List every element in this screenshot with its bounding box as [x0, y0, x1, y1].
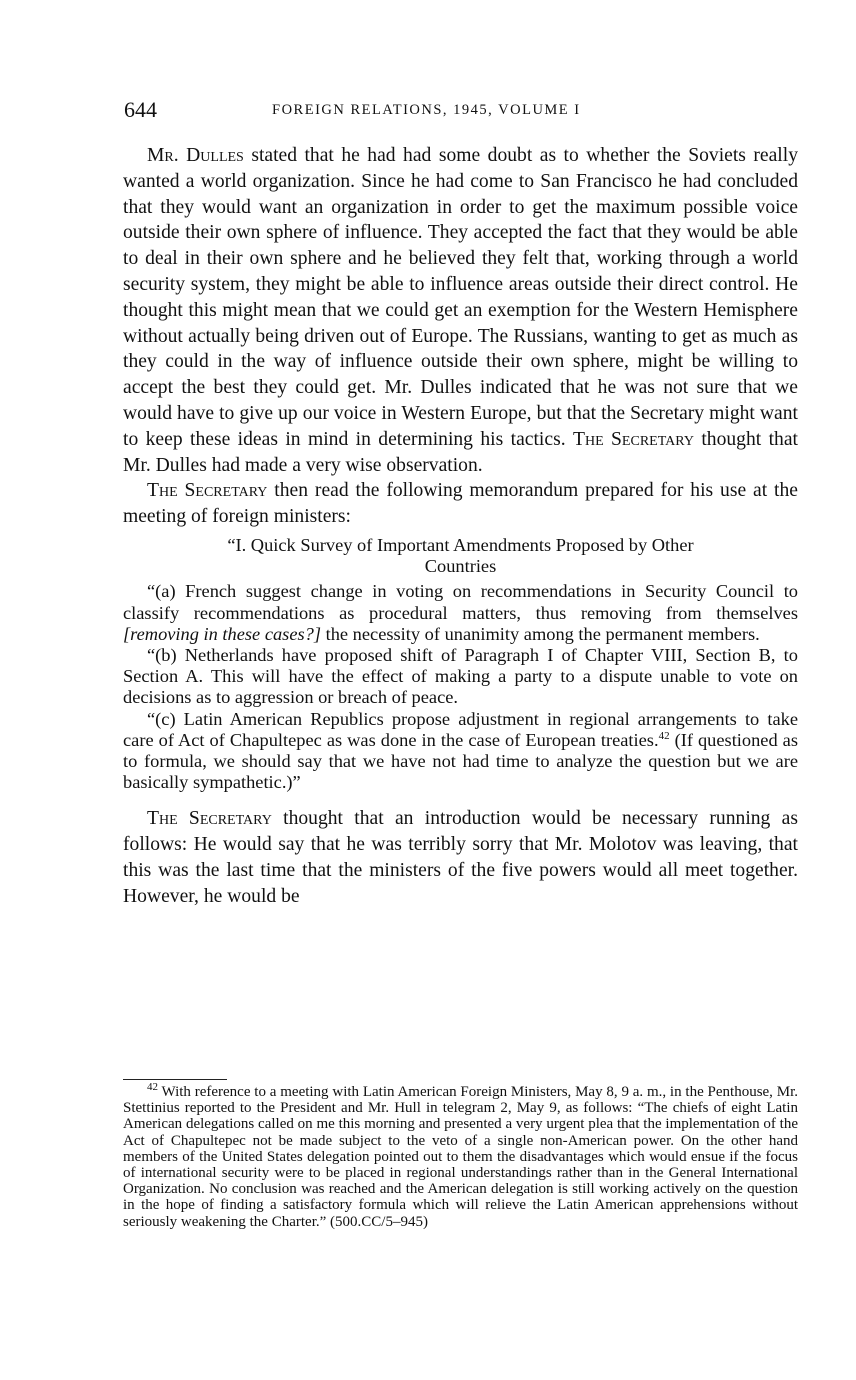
memo-title-line: “I. Quick Survey of Important Amendments Proposed by Other	[227, 534, 694, 555]
editorial-bracket: [removing in these cases?]	[123, 623, 322, 644]
memo-item-a	[123, 581, 798, 645]
speaker-name: Mr. Dulles	[147, 145, 244, 166]
memorandum-block	[123, 535, 798, 793]
paragraph-introduction	[123, 806, 798, 909]
footnote-divider	[123, 1079, 227, 1080]
speaker-name: The Secretary	[573, 428, 694, 450]
footnote-reference[interactable]: 42	[658, 729, 670, 742]
item-label: “(a)	[147, 581, 176, 602]
main-text	[123, 143, 798, 910]
running-head: FOREIGN RELATIONS, 1945, VOLUME I	[272, 102, 581, 118]
item-label: “(b)	[147, 644, 177, 665]
footnote-marker: 42	[147, 1081, 158, 1093]
footnote-42	[123, 1081, 798, 1230]
item-label: “(c)	[147, 708, 176, 729]
paragraph-text: stated that he had had some doubt as to whether the Soviets really wanted a world organization. Since he had come to San Francisco he had concluded that they would want an organization in order to get the maximum possible voice outside their own sphere of influence. They accepted the fact that they would be able to deal in their own sphere and he believed they felt that, working through a world security system, they might be able to influence areas outside their direct control. He thought this might mean that we could get an exemption for the Western Hemisphere without actually being driven out of Europe. The Russians, wanting to get as much as they could in the way of influence outside their own sphere, might be willing to accept the best they could get. Mr. Dulles indicated that he was not sure that we would have to give up our voice in Western Europe, but that the Secretary might want to keep these ideas in mind in determining his tactics.	[123, 145, 798, 450]
footnote-text: With reference to a meeting with Latin American Foreign Ministers, May 8, 9 a. m., in the Penthouse, Mr. Stettinius reported to the President and Mr. Hull in telegram 2, May 9, as follows: “The chiefs of eight Latin American delegations called on me this morning and presented a very urgent plea that the implementation of the Act of Chapultepec not be made subject to the veto of a single non-American power. On the other hand members of the United States delegation pointed out to them the disadvantages which would ensue if the focus of international security were to be placed in regional understandings rather than in the General International Organization. No conclusion was reached and the American delegation is still working actively on the question in the hope of finding a satisfactory formula which will relieve the Latin American apprehensions without seriously weakening the Charter.” (500.CC/5–945)	[123, 1084, 798, 1230]
item-text: (If questioned as to formula, we should say that we have not had time to analyze the question but we are basically sympathetic.)”	[123, 729, 798, 793]
page-header	[124, 97, 800, 127]
paragraph-text: then read the following memorandum prepared for his use at the meeting of foreign ministers:	[123, 480, 798, 528]
memo-item-b	[123, 645, 798, 709]
item-text: French suggest change in voting on recommendations in Security Council to classify recommendations as procedural matters, thus removing from themselves	[123, 581, 798, 623]
memo-item-c	[123, 709, 798, 794]
item-text: Latin American Republics propose adjustment in regional arrangements to take care of Act of Chapultepec as was done in the case of European treaties.	[123, 708, 798, 750]
speaker-name: The Secretary	[147, 808, 272, 830]
paragraph-text: thought that Mr. Dulles had made a very wise observation.	[123, 428, 798, 476]
paragraph-dulles	[123, 143, 798, 478]
item-text: the necessity of unanimity among the permanent members.	[321, 623, 760, 644]
paragraph-text: thought that an introduction would be necessary running as follows: He would say that he was terribly sorry that Mr. Molotov was leaving, that this was the last time that the ministers of the five powers would all meet together. However, he would be	[123, 808, 798, 907]
memo-title-line: Countries	[424, 556, 497, 577]
speaker-name: The Secretary	[147, 480, 268, 502]
memo-title	[123, 535, 798, 577]
item-text: Netherlands have proposed shift of Paragraph I of Chapter VIII, Section B, to Section A. This will have the effect of making a party to a dispute unable to vote on decisions as to aggression or breach of peace.	[123, 644, 798, 708]
paragraph-secretary-memo	[123, 478, 798, 530]
page-number: 644	[124, 97, 157, 122]
